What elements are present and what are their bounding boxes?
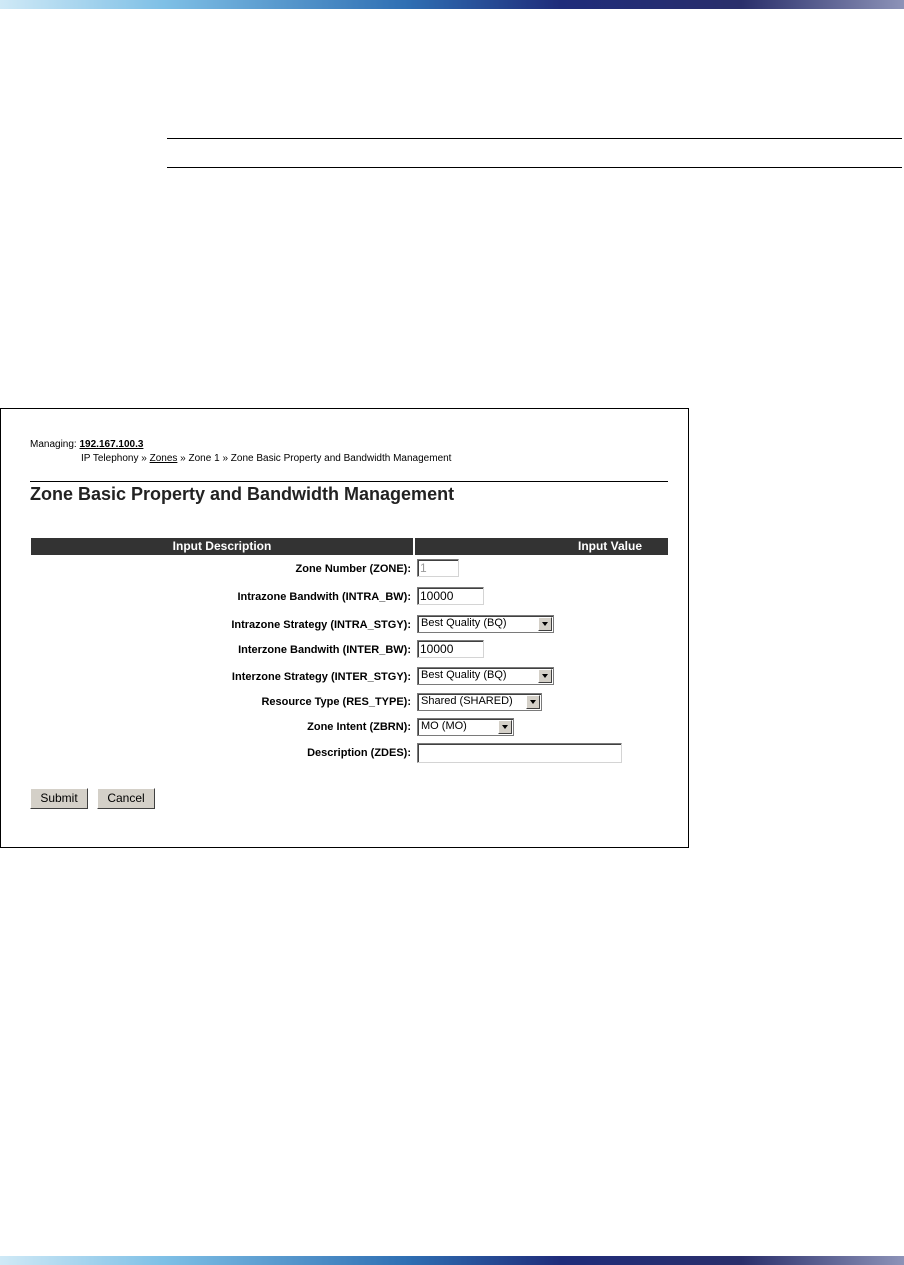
cancel-button[interactable]: Cancel	[97, 788, 155, 809]
intrazone-bandwidth-label: Intrazone Bandwith (INTRA_BW):	[237, 591, 411, 603]
zone-number-input: 1	[417, 559, 459, 577]
chevron-down-icon[interactable]	[498, 720, 512, 734]
resource-type-value: Shared (SHARED)	[421, 695, 513, 707]
interzone-strategy-select[interactable]	[417, 667, 554, 685]
breadcrumb-ip-telephony[interactable]: IP Telephony	[81, 453, 139, 464]
column-header-value-text: Input Value	[577, 539, 642, 553]
zone-intent-select[interactable]	[417, 718, 514, 736]
screenshot-frame	[0, 408, 689, 848]
breadcrumb-zones-link[interactable]: Zones	[149, 453, 178, 464]
resource-type-select[interactable]	[417, 693, 542, 711]
breadcrumb	[81, 453, 451, 464]
breadcrumb-separator: »	[222, 453, 228, 464]
intrazone-strategy-value: Best Quality (BQ)	[421, 617, 507, 629]
chevron-down-icon[interactable]	[538, 669, 552, 683]
zone-intent-value: MO (MO)	[421, 720, 467, 732]
bottom-decorative-band	[0, 1256, 904, 1265]
description-label: Description (ZDES):	[307, 747, 411, 759]
chevron-down-icon[interactable]	[538, 617, 552, 631]
breadcrumb-separator: »	[141, 453, 147, 464]
breadcrumb-zone-1[interactable]: Zone 1	[188, 453, 220, 464]
intrazone-strategy-label: Intrazone Strategy (INTRA_STGY):	[231, 619, 411, 631]
submit-button[interactable]: Submit	[30, 788, 88, 809]
intrazone-strategy-select[interactable]	[417, 615, 554, 633]
intrazone-bandwidth-input[interactable]: 10000	[417, 587, 484, 605]
breadcrumb-current-page: Zone Basic Property and Bandwidth Management	[230, 453, 452, 464]
breadcrumb-separator: »	[180, 453, 186, 464]
zone-intent-label: Zone Intent (ZBRN):	[307, 721, 411, 733]
zone-number-label: Zone Number (ZONE):	[295, 563, 411, 575]
interzone-bandwidth-label: Interzone Bandwith (INTER_BW):	[238, 644, 411, 656]
column-header-value	[415, 538, 668, 555]
interzone-strategy-label: Interzone Strategy (INTER_STGY):	[231, 671, 411, 683]
managing-label: Managing:	[30, 439, 77, 450]
header-rule-top	[167, 138, 902, 139]
page-title: Zone Basic Property and Bandwidth Management	[30, 484, 455, 504]
interzone-strategy-value: Best Quality (BQ)	[421, 669, 507, 681]
managing-line	[30, 439, 143, 450]
chevron-down-icon[interactable]	[526, 695, 540, 709]
resource-type-label: Resource Type (RES_TYPE):	[261, 696, 411, 708]
title-divider	[30, 481, 668, 482]
managing-ip-link[interactable]: 192.167.100.3	[79, 439, 144, 450]
interzone-bandwidth-input[interactable]: 10000	[417, 640, 484, 658]
column-header-description: Input Description	[31, 538, 413, 555]
top-decorative-band	[0, 0, 904, 9]
description-input[interactable]	[417, 743, 622, 763]
header-rule-bottom	[167, 167, 902, 168]
